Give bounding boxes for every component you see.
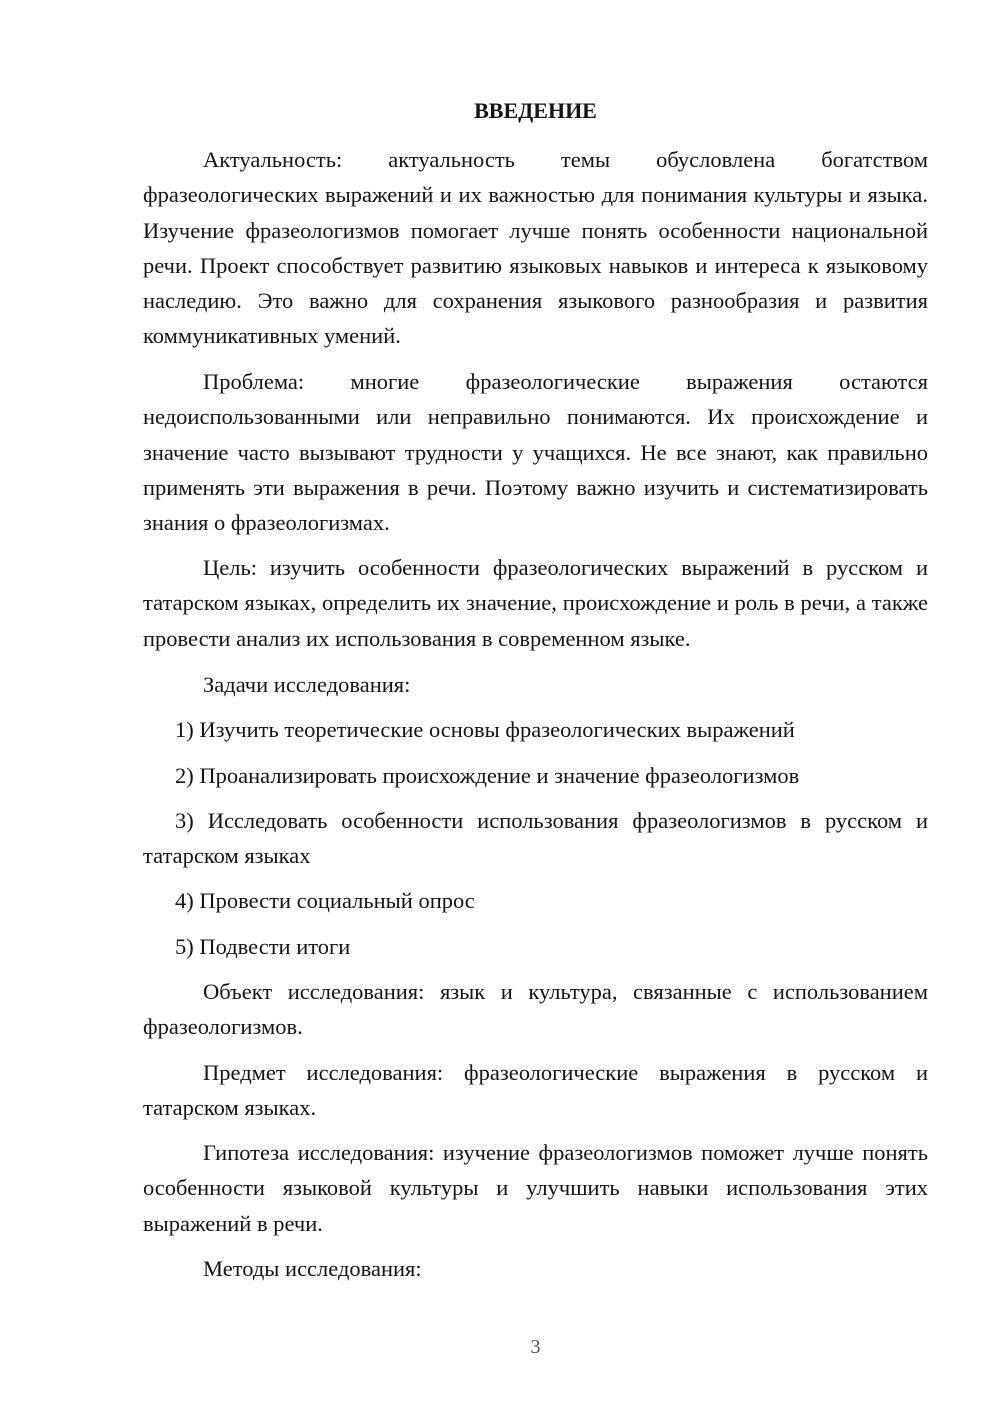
subject-paragraph: Предмет исследования: фразеологические выражения в русском и татарском языках. (143, 1060, 928, 1121)
task-item-5: 5) Подвести итоги (175, 934, 351, 959)
problem-paragraph: Проблема: многие фразеологические выражения остаются недоиспользованными или неправильно понимаются. Их происхождение и значение часто вызывают трудности у учащихся. Не все знают, как правильно применять эти выражения в речи. Поэтому важно изучить и систематизировать знания о фразеологизмах. (143, 369, 928, 536)
relevance-paragraph: Актуальность: актуальность темы обусловлена богатством фразеологических выражений и их важностью для понимания культуры и языка. Изучение фразеологизмов помогает лучше понять особенности национальной речи. Проект способствует развитию языковых навыков и интереса к языковому наследию. Это важно для сохранения языкового разнообразия и развития коммуникативных умений. (143, 147, 928, 349)
task-item-4: 4) Провести социальный опрос (175, 888, 475, 913)
task-item-2: 2) Проанализировать происхождение и значение фразеологизмов (175, 763, 800, 788)
object-paragraph: Объект исследования: язык и культура, связанные с использованием фразеологизмов. (143, 979, 928, 1040)
task-item-1: 1) Изучить теоретические основы фразеологических выражений (175, 717, 795, 742)
task-item-3: 3) Исследовать особенности использования фразеологизмов в русском и татарском языках (143, 808, 928, 869)
goal-paragraph: Цель: изучить особенности фразеологических выражений в русском и татарском языках, определить их значение, происхождение и роль в речи, а также провести анализ их использования в современном языке. (143, 555, 928, 651)
methods-heading: Методы исследования: (203, 1256, 422, 1281)
document-page (143, 0, 928, 1414)
tasks-heading: Задачи исследования: (203, 672, 411, 697)
page-number: 3 (530, 1336, 541, 1358)
hypothesis-paragraph: Гипотеза исследования: изучение фразеологизмов поможет лучше понять особенности языковой культуры и улучшить навыки использования этих выражений в речи. (143, 1140, 928, 1236)
section-title: ВВЕДЕНИЕ (474, 98, 597, 123)
